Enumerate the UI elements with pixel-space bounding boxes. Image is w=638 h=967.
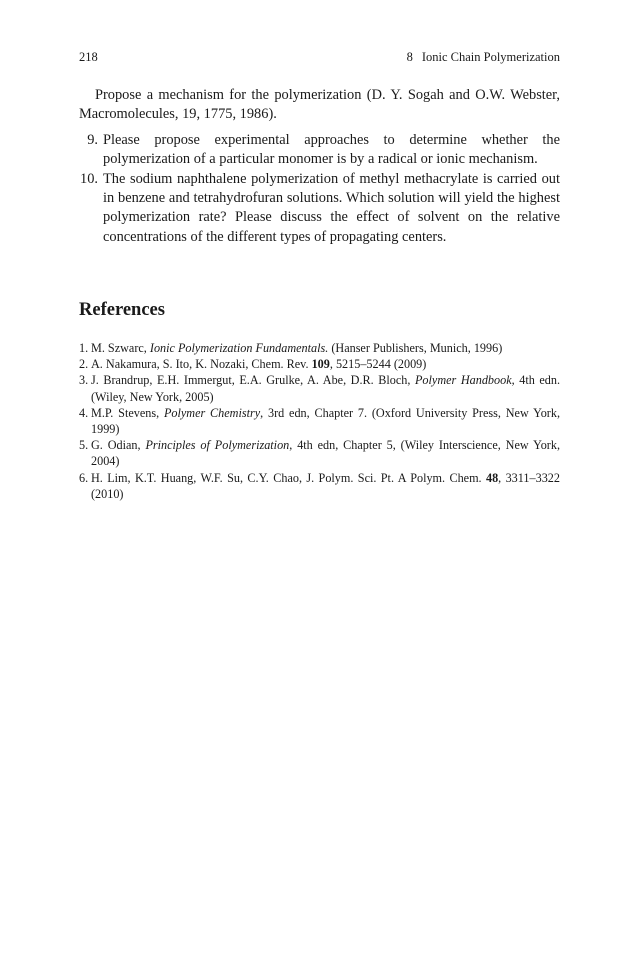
- reference-number: 4.: [79, 405, 89, 420]
- body-text: [79, 86, 560, 247]
- question-number: 9.: [87, 131, 98, 148]
- references-heading: References: [79, 300, 165, 320]
- reference-number: 1.: [79, 341, 89, 355]
- reference-item: 4. M.P. Stevens, Polymer Chemistry, 3rd edn, Chapter 7. (Oxford University Press, New York, 1999): [79, 405, 560, 437]
- reference-number: 5.: [79, 438, 89, 453]
- page-number: 218: [79, 50, 98, 64]
- reference-item: 1. M. Szwarc, Ionic Polymerization Fundamentals. (Hanser Publishers, Munich, 1996): [79, 341, 503, 355]
- question-number: 10.: [80, 170, 98, 187]
- reference-number: 2.: [79, 357, 89, 372]
- chapter-title: Ionic Chain Polymerization: [421, 50, 560, 64]
- question-item: [79, 131, 560, 170]
- reference-number: 3.: [79, 373, 89, 388]
- question-item: [79, 170, 560, 248]
- reference-item: 5. G. Odian, Principles of Polymerization, 4th edn, Chapter 5, (Wiley Interscience, New York, 2004): [79, 438, 560, 469]
- reference-list: [79, 340, 560, 502]
- running-header: [79, 50, 560, 66]
- running-title: [407, 50, 560, 65]
- reference-item: 6. H. Lim, K.T. Huang, W.F. Su, C.Y. Chao, J. Polym. Sci. Pt. A Polym. Chem. 48, 3311–3322 (2010): [79, 470, 560, 501]
- question-text: The sodium naphthalene polymerization of methyl methacrylate is carried out in benzene and tetrahydrofuran solutions. Which solution will yield the highest polymerization rate? Please discuss the effect of solvent on the relative concentrations of the different types of propagating centers.: [103, 170, 560, 245]
- reference-number: 6.: [79, 470, 89, 485]
- intro-paragraph: Propose a mechanism for the polymerization (D. Y. Sogah and O.W. Webster, Macromolecules, 19, 1775, 1986).: [79, 87, 560, 123]
- question-text: Please propose experimental approaches to determine whether the polymerization of a particular monomer is by a radical or ionic mechanism.: [103, 131, 560, 168]
- reference-item: 2. A. Nakamura, S. Ito, K. Nozaki, Chem. Rev. 109, 5215–5244 (2009): [79, 357, 427, 372]
- reference-item: 3. J. Brandrup, E.H. Immergut, E.A. Grulke, A. Abe, D.R. Bloch, Polymer Handbook, 4th edn. (Wiley, New York, 2005): [79, 373, 560, 404]
- chapter-number: 8: [406, 50, 413, 64]
